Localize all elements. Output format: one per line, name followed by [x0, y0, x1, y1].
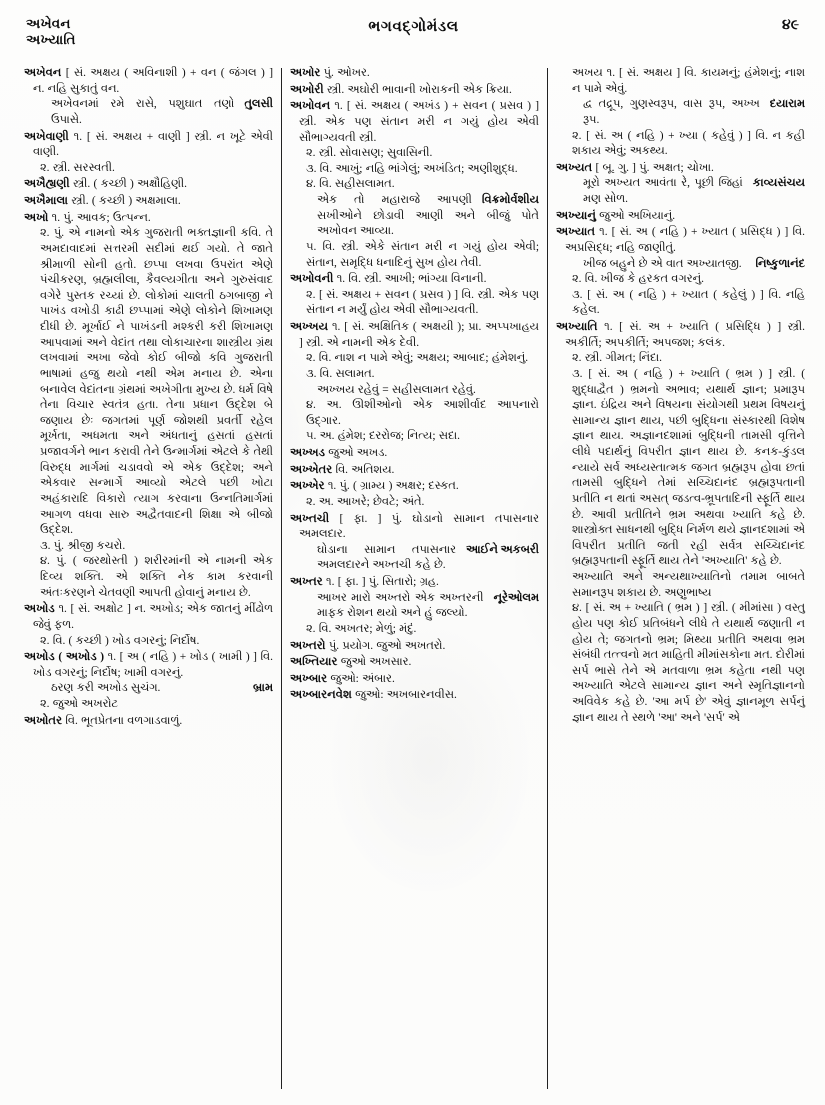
- entry-sense: [556, 570, 805, 601]
- entry-headword: અખોવન: [290, 100, 331, 113]
- entry-definition-text: ૧. [ સં. અક્ષય ( અખંડ ) + સવન ( પ્રસવ ) ] સ્ત્રી. એક પણ સંતાન મરી ન ગયું હોય એવી સૌભાગ્યવતી સ્ત્રી.: [299, 100, 539, 144]
- dictionary-entry: [290, 672, 539, 688]
- entry-headword: અખ્તરો: [290, 639, 326, 652]
- entry-sense: [290, 495, 539, 511]
- dictionary-entry: [24, 194, 273, 210]
- entry-sense: [556, 601, 805, 726]
- dictionary-entry: [24, 66, 273, 129]
- entry-definition-text: ૩. પું. શ્રીજી કચરો.: [40, 539, 126, 552]
- entry-citation-quote: [308, 193, 539, 240]
- entry-sense: [290, 146, 539, 162]
- entry-definition-text: જુઓ અખિયાનું.: [595, 209, 676, 222]
- entry-definition-text: સ્ત્રી. ( કચ્છી ) અક્ષમાલા.: [68, 195, 181, 207]
- dictionary-entry: [290, 463, 539, 479]
- quote-text: એક તો મહારાજે આપણી સખીઓને છોડાવી આણી અને બીજું પોતે અખોવન આવ્યા.: [317, 194, 539, 238]
- dictionary-entry: [290, 688, 539, 704]
- dictionary-entry: [290, 272, 539, 319]
- dictionary-entry: [24, 650, 273, 713]
- entry-definition-text: ૩. [ સં. અ ( નહિ ) + ખ્યાત ( કહેલું ) ] વિ. નહિ કહેલ.: [572, 288, 805, 317]
- entry-headword: અખોર: [290, 67, 321, 79]
- dictionary-entry: [290, 99, 539, 271]
- entry-headword-sense: [290, 66, 539, 82]
- entry-sense: [24, 161, 273, 177]
- entry-headword: અખો: [24, 211, 49, 224]
- entry-headword-sense: [290, 672, 539, 688]
- entry-sense: [556, 272, 805, 288]
- entry-headword-sense: [290, 320, 539, 351]
- entry-definition-text: જુઓ: અંબાર.: [327, 672, 395, 685]
- dictionary-entry: [24, 714, 273, 730]
- quote-text: દ્વ તદ્રૂપ, ગુણસ્વરૂપ, વાસ રૂપ, અખ્ખ રૂપ.: [583, 98, 760, 126]
- column-3: [548, 66, 807, 1095]
- entry-citation-quote: [574, 257, 805, 273]
- entry-headword: અખ્ખય: [290, 321, 329, 333]
- entry-headword-sense: [290, 575, 539, 591]
- entry-headword: અખ્યત: [556, 161, 593, 174]
- entry-headword: અખ્ખડ: [290, 447, 325, 459]
- entry-headword: અખ્ખેર: [290, 480, 325, 493]
- entry-citation-quote: [574, 97, 805, 128]
- entry-sense: [24, 539, 273, 555]
- entry-sense: [290, 398, 539, 429]
- entry-definition-text: ૨. જુઓ અખરોટ: [40, 698, 119, 710]
- entry-sense: [556, 288, 805, 319]
- entry-definition-text: ૧. [ સં. અક્ષય + વાણી ] સ્ત્રી. ન ખૂટે એવી વાણી.: [33, 130, 273, 159]
- citation-source: નિષ્કુળાનંદ: [755, 257, 805, 270]
- entry-definition-text: સ્ત્રી. અઘોરી ભાવાની ખોરાકની એક ક્રિયા.: [323, 83, 512, 96]
- entry-definition-text: ૩. વિ. આખું; નહિ ભાંગેલું; અખંડિત; અણીશુદ્ધ.: [306, 162, 518, 175]
- entry-headword: અખ્તર: [290, 576, 323, 588]
- entry-definition-text: ૨. [ સં. અક્ષય + સવન ( પ્રસવ ) ] વિ. સ્ત્રી. એક પણ સંતાન ન મર્યું હોય એવી સૌભાગ્યવતી.: [306, 288, 539, 317]
- entry-definition-text: ૧. પું. આવક; ઉત્પન્ન.: [48, 211, 151, 224]
- dictionary-entry: [556, 320, 805, 726]
- entry-sense: [556, 367, 805, 570]
- entry-definition-text: ૪. પું. ( જરથોસ્તી ) શરીરમાંની એ નામની એક દિવ્ય શક્તિ. એ શક્તિ નેક કામ કરવાની અંતઃકરણને ચેતવણી આપતી હોવાનું મનાય છે.: [40, 555, 273, 599]
- entry-definition-text: ૨. અ. આખરે; છેવટે; અંતે.: [306, 495, 425, 508]
- entry-headword-sense: [24, 177, 273, 193]
- entry-sense: [290, 240, 539, 271]
- entry-definition-text: જુઓ અખડ.: [324, 447, 388, 459]
- entry-definition-text: ૧. [ અ ( નહિ ) + ખોડ ( ખામી ) ] વિ. ખોડ વગરનું; નિર્દોષ; ખામી વગરનું.: [33, 651, 273, 679]
- columns-container: [20, 66, 807, 1095]
- book-title: ભગવદ્ગોમંડલ: [368, 19, 459, 35]
- entry-definition-text: ૨. [ સં. અ ( નહિ ) + ખ્યા ( કહેવું ) ] વિ. ન કહી શકાય એવું; અકથ્ય.: [572, 129, 805, 158]
- entry-definition-text: ૨. સ્ત્રી. ગીમત; નિંદા.: [572, 352, 662, 365]
- entry-headword-sense: [290, 83, 539, 99]
- quote-text: અખેવનમાં રમે રાસે, પશુઘાત તણો ઉપાસે.: [51, 98, 235, 126]
- running-head-first-entry: અખેવન: [26, 16, 71, 31]
- entry-definition-text: ૨. પું. એ નામનો એક ગુજરાતી ભક્તજ્ઞાની કવિ. તે અમદાવાદમાં સત્તરમી સદીમાં થઈ ગયો. તે જાતે શ્રીમાળી સોની હતો. છપ્પા લખવા ઉપરાંત એણે પંચીકરણ, બ્રહ્મલીલા, કૈવલ્યગીતા અને ગુરુસંવાદ વગેરે પુસ્તક રચ્યાં છે. લોકોમાં ચાલતી ઠગબાજી ને પાખંડ વખોડી કાઢી છપ્પામાં એણે લોકોને શિખામણ દીધી છે. મૂર્ખાઈ ને પાખંડની મશ્કરી કરી શિખામણ આપવામાં અને વેદાંત તથા લોકાચારના શાસ્ત્રીય ગ્રંથ લખવામાં અખા જેવો કોઈ બીજો કવિ ગુજરાતી ભાષામાં હજુ થયો નથી એમ મનાય છે. એના બનાવેલ વેદાંતના ગ્રંથમાં અખેગીતા મુખ્ય છે. ધર્મ વિષે તેના વિચાર સ્વતંત્ર હતા. તેના પ્રધાન ઉદ્દેશ બે જણાય છેઃ જગતમાં પૂર્ણ જોશથી પ્રવર્તી રહેલ મૂર્ખતા, અધમતા અને અંધતાનું હસતાં હસતાં પ્રજાવર્ગને ભાન કરાવી તેને ઉન્માર્ગમાં એટલે કે તેથી વિરુદ્ધ માર્ગમાં ચડાવવો એ એક ઉદ્દેશ; અને એકવાર સન્માર્ગે આવ્યો એટલે પછી ખોટા અહંકારાદિ વિકારો ત્યાગ કરવાના ઉન્નતિમાર્ગમાં આગળ વધવા સારુ અદ્વૈતવાદની શિક્ષા એ બીજો ઉદ્દેશ.: [40, 227, 273, 537]
- entry-definition-text: સ્ત્રી. ( કચ્છી ) અક્ષૌહિણી.: [69, 178, 187, 191]
- entry-definition-text: [ સં. અક્ષય ( અવિનાશી ) + વન ( જંગલ ) ] ન. નહિ સુકાતું વન.: [33, 67, 273, 95]
- entry-definition-text: ૧. [ સં. અક્ષોટ ] ન. અખોડ; એક જાતનું મીંઢોળ જેવું ફળ.: [33, 603, 273, 631]
- entry-definition-text: પું. પ્રયોગ. જુઓ અખતરો.: [325, 639, 446, 652]
- entry-definition-text: ૧. [ ફા. ] પું. સિતારો; ગ્રહ.: [322, 576, 439, 588]
- citation-source: તુલસી: [244, 98, 273, 111]
- entry-sense: [290, 288, 539, 319]
- entry-citation-quote: [574, 176, 805, 207]
- running-head: [20, 14, 807, 66]
- entry-definition-text: ૧. [ સં. અ ( નહિ ) + ખ્યાત ( પ્રસિદ્ધ ) ] વિ. અપ્રસિદ્ધ; નહિ જાણીતું.: [565, 226, 805, 254]
- entry-citation-quote: [308, 591, 539, 622]
- quote-text: ઠરણ કરી અખોડ સુચંગ.: [51, 682, 161, 695]
- entry-sense: [24, 226, 273, 539]
- entry-citation-quote: [42, 681, 273, 697]
- entry-definition-text: ૩. વિ. સલામત.: [306, 367, 375, 380]
- entry-headword: અખ્યાતિ: [556, 321, 598, 333]
- entry-headword-sense: [556, 209, 805, 225]
- dictionary-entry: [290, 83, 539, 99]
- entry-headword: અખોરી: [290, 83, 324, 96]
- entry-headword-sense: [290, 512, 539, 543]
- entry-sense: [290, 622, 539, 638]
- entry-headword-sense: [290, 99, 539, 146]
- dictionary-entry: [556, 161, 805, 208]
- entry-headword-sense: [290, 655, 539, 671]
- citation-source: દયારામ: [769, 98, 805, 111]
- entry-headword-sense: [290, 479, 539, 495]
- citation-source: નૂરેઓલમ: [493, 591, 539, 604]
- entry-headword: અખૈમાલા: [24, 195, 69, 207]
- entry-definition-text: ૪. [ સં. અ + ખ્યાતિ ( ભ્રમ ) ] સ્ત્રી. ( મીમાંસા ) વસ્તુ હોય પણ કોઈ પ્રતિબંધને લીધે તે યથાર્થ જણાતી ન હોય તે; જગતનો ભ્રમ; મિથ્યા પ્રતીતિ અથવા ભ્રમ સંબંધી તત્ત્વનો મત માહિતી મીમાંસકોના મત. દોરીમાં સર્પ ભાસે તેને એ મતવાળા ભ્રમ કહેતા નથી પણ અખ્યાતિ એટલે સામાન્ય જ્ઞાન અને સ્મૃતિજ્ઞાનનો અવિવેક કહે છે. 'આ મર્પ છે' એવું જ્ઞાનમૂળ સર્પનું જ્ઞાન થાય તે સ્થળે 'આ' અને 'સર્પ' એ: [572, 602, 805, 724]
- citation-source: આઈને અકબરી: [466, 543, 539, 556]
- quote-text: અખ્ખય રહેવું = સહીસલામત રહેવું.: [317, 383, 476, 396]
- column-1: [20, 66, 281, 1095]
- entry-citation-quote: [308, 383, 539, 399]
- entry-definition-text: ૨. વિ. ( કચ્છી ) ખોડ વગરનું; નિર્દોષ.: [40, 634, 200, 647]
- dictionary-entry: [290, 320, 539, 445]
- entry-headword-sense: [556, 320, 805, 351]
- entry-headword: અખ્ખેતર: [290, 463, 333, 476]
- entry-sense: [290, 162, 539, 178]
- entry-headword: અખ્તિયાર: [290, 656, 338, 669]
- entry-headword-sense: [556, 66, 805, 97]
- entry-headword-sense: [290, 463, 539, 479]
- entry-sense: [290, 177, 539, 193]
- entry-definition-text: ૪. અ. ઊશીઓનો એક આશીર્વાદ આપનારો ઉદ્ગાર.: [306, 399, 539, 427]
- running-head-last-entry: અખ્યાતિ: [26, 31, 76, 47]
- entry-definition-text: [ બૂ. ગુ. ] પું. અક્ષત; ચોખા.: [592, 161, 714, 174]
- entry-definition-text: ૪. વિ. સહીસલામત.: [306, 178, 395, 191]
- dictionary-entry: [556, 209, 805, 225]
- entry-headword: અખોવની: [290, 273, 334, 286]
- dictionary-entry: [290, 479, 539, 510]
- dictionary-entry: [24, 177, 273, 193]
- entry-headword-sense: [290, 688, 539, 704]
- entry-headword-sense: [24, 602, 273, 633]
- entry-sense: [556, 351, 805, 367]
- entry-headword-sense: [24, 66, 273, 97]
- entry-headword-sense: [24, 714, 273, 730]
- dictionary-entry: [290, 575, 539, 638]
- entry-definition-text: વિ. ભૂતપ્રેતના વળગાડવાળું.: [62, 714, 183, 727]
- entry-headword: અખ્બાર: [290, 672, 328, 685]
- entry-sense: [24, 697, 273, 713]
- entry-headword-sense: [556, 161, 805, 177]
- entry-definition-text: જુઓ અખસાર.: [337, 656, 412, 669]
- entry-definition-text: ૫. અ. હંમેશ; દરરોજ; નિત્ય; સદા.: [306, 430, 461, 443]
- entry-headword: અખેવન: [24, 67, 62, 79]
- entry-sense: [290, 351, 539, 367]
- entry-definition-text: અખય ૧. [ સં. અક્ષય ] વિ. કાયમનું; હંમેશનું; નાશ ન પામે એવું.: [572, 67, 805, 95]
- column-2: [282, 66, 547, 1095]
- entry-headword-sense: [24, 211, 273, 227]
- entry-definition-text: ૧. [ સં. અક્ષિતિક ( અક્ષયી ); પ્રા. અપ્પખાહય ] સ્ત્રી. એ નામની એક દેવી.: [299, 321, 539, 349]
- entry-headword-sense: [24, 650, 273, 681]
- entry-definition-text: ૨. વિ. ખીજ કે હરકત વગરનું.: [572, 273, 704, 286]
- citation-source: વિક્રમોર્વશીય: [481, 194, 539, 206]
- entry-sense: [24, 634, 273, 650]
- quote-text: ખીજ બહુને છે એ વાત અખ્યાતજી.: [583, 257, 742, 270]
- dictionary-entry: [24, 602, 273, 649]
- dictionary-entry: [290, 66, 539, 82]
- dictionary-entry: [24, 130, 273, 177]
- dictionary-entry: [556, 66, 805, 160]
- entry-citation-quote: [42, 97, 273, 128]
- dictionary-entry: [290, 512, 539, 575]
- entry-headword-sense: [24, 130, 273, 161]
- entry-headword-sense: [24, 194, 273, 210]
- entry-headword-sense: [290, 272, 539, 288]
- dictionary-entry: [556, 225, 805, 319]
- entry-sense: [24, 554, 273, 601]
- entry-definition-text: [ ફા. ] પું. ઘોડાનો સામાન તપાસનાર અમલદાર.: [299, 512, 539, 541]
- entry-headword: અખોડ ( અખોડ ): [24, 651, 105, 664]
- entry-definition-text: ૧. વિ. સ્ત્રી. આખી; ભાંગ્યા વિનાની.: [333, 273, 487, 286]
- citation-source: બ્રામ: [253, 682, 273, 695]
- entry-definition-text: ૧. પું. ( ગ્રામ્ય ) અક્ષર; દસ્કત.: [324, 480, 459, 493]
- page-number: ૪૯: [782, 18, 799, 33]
- entry-headword: અખેવાણી: [24, 130, 69, 143]
- entry-definition-text: ૧. [ સં. અ + ખ્યાતિ ( પ્રસિદ્ધિ ) ] સ્ત્રી. અકીર્તિ; અપકીર્તિ; અપજશ; કલંક.: [565, 321, 805, 349]
- entry-headword: અખ્યાત: [556, 226, 596, 239]
- dictionary-entry: [290, 655, 539, 671]
- entry-headword: અખ્બારનવેશ: [290, 689, 352, 702]
- citation-source: કાવ્યસંચય: [752, 177, 805, 190]
- entry-citation-quote: [308, 543, 539, 574]
- entry-definition-text: ૨. વિ. નાશ ન પામે એવું; અક્ષય; આબાદ; હંમેશનું.: [306, 352, 529, 365]
- entry-definition-text: ૨. સ્ત્રી. સરસ્વતી.: [40, 161, 115, 174]
- entry-headword: અખોડ: [24, 603, 55, 616]
- entry-sense: [556, 129, 805, 160]
- dictionary-entry: [290, 639, 539, 655]
- entry-definition-text: પું. ઓખર.: [320, 67, 370, 79]
- quote-text: આખર મારો અખ્તરો એક અખ્તરની માફક રોશન થયો અને હું જલ્યો.: [317, 591, 484, 620]
- entry-definition-text: વિ. અતિશય.: [332, 463, 395, 476]
- entry-headword-sense: [290, 639, 539, 655]
- entry-sense: [290, 367, 539, 383]
- entry-headword: અખ્તચી: [290, 512, 330, 525]
- entry-definition-text: જુઓ: અખબારનવીસ.: [351, 689, 457, 702]
- quote-text: મૂરો અખ્યત આવંતા રે, પૂછી જિહાં મણ સોળ.: [583, 177, 743, 205]
- entry-headword: અખૈહ્યણી: [24, 178, 70, 191]
- entry-definition-text: અખ્યાતિ અને અન્યથાખ્યાતિનો તમામ બાબતે સમાનરૂપ શકાય છે. અણુભાષ્ય: [572, 571, 805, 599]
- entry-headword: અખ્યાનું: [556, 209, 596, 222]
- entry-definition-text: ૨. વિ. અખતર; મેળું; મંદું.: [306, 622, 417, 635]
- quote-text: ઘોડાના સામાન તપાસનાર અમલદારને અખ્તચી કહે છે.: [317, 543, 457, 572]
- dictionary-entry: [24, 211, 273, 602]
- entry-headword-sense: [290, 446, 539, 462]
- entry-headword: અખોતર: [24, 714, 63, 727]
- entry-sense: [290, 429, 539, 445]
- entry-definition-text: ૫. વિ. સ્ત્રી. એકે સંતાન મરી ન ગયું હોય એવી; સંતાન, સમૃદ્ધિ ધનાદિનું સુખ હોય તેવી.: [306, 240, 539, 269]
- entry-definition-text: ૨. સ્ત્રી. સોવાસણ; સુવાસિની.: [306, 147, 433, 160]
- entry-headword-sense: [556, 225, 805, 256]
- entry-definition-text: ૩. [ સં. અ ( નહિ ) + ખ્યાતિ ( ભ્રમ ) ] સ્ત્રી. ( શુદ્ધાદ્વૈત ) ભ્રમનો અભાવ; યથાર્થ જ્ઞાન; પ્રમારૂપ જ્ઞાન. ઇંદ્રિય અને વિષયના સંયોગથી પ્રથમ વિષયનું સામાન્ય જ્ઞાન થાય, પછી બુદ્ધિના સંસ્કારથી વિશેષ જ્ઞાન થાય. અજ્ઞાનદશામાં બુદ્ધિની તામસી વૃત્તિને લીધે પદાર્થનું વિપરીત જ્ઞાન થાય છે. કનક-કુંડલ ન્યાયે સર્વ અધ્યસ્તાત્મક જગત બ્રહ્મરૂપ હોવા છતાં તામસી બુદ્ધિને તેમાં સચ્ચિદાનંદ બ્રહ્મરૂપતાની પ્રતીતિ ન થતાં અસત્ જડત્વ-ભ્રૂપતાદિની સ્ફૂર્તિ થાય છે. આવી પ્રતીતિને ભ્રમ અથવા ખ્યાતિ કહે છે. શાસ્ત્રોક્ત સાધનથી બુદ્ધિ નિર્મળ થયે જ્ઞાનદશામાં એ વિપરીત પ્રતીતિ જતી રહી સર્વત્ર સચ્ચિદાનંદ બ્રહ્મરૂપતાની સ્ફૂર્તિ થાય તેને 'અખ્યાતિ' કહે છે.: [572, 367, 805, 568]
- dictionary-entry: [290, 446, 539, 462]
